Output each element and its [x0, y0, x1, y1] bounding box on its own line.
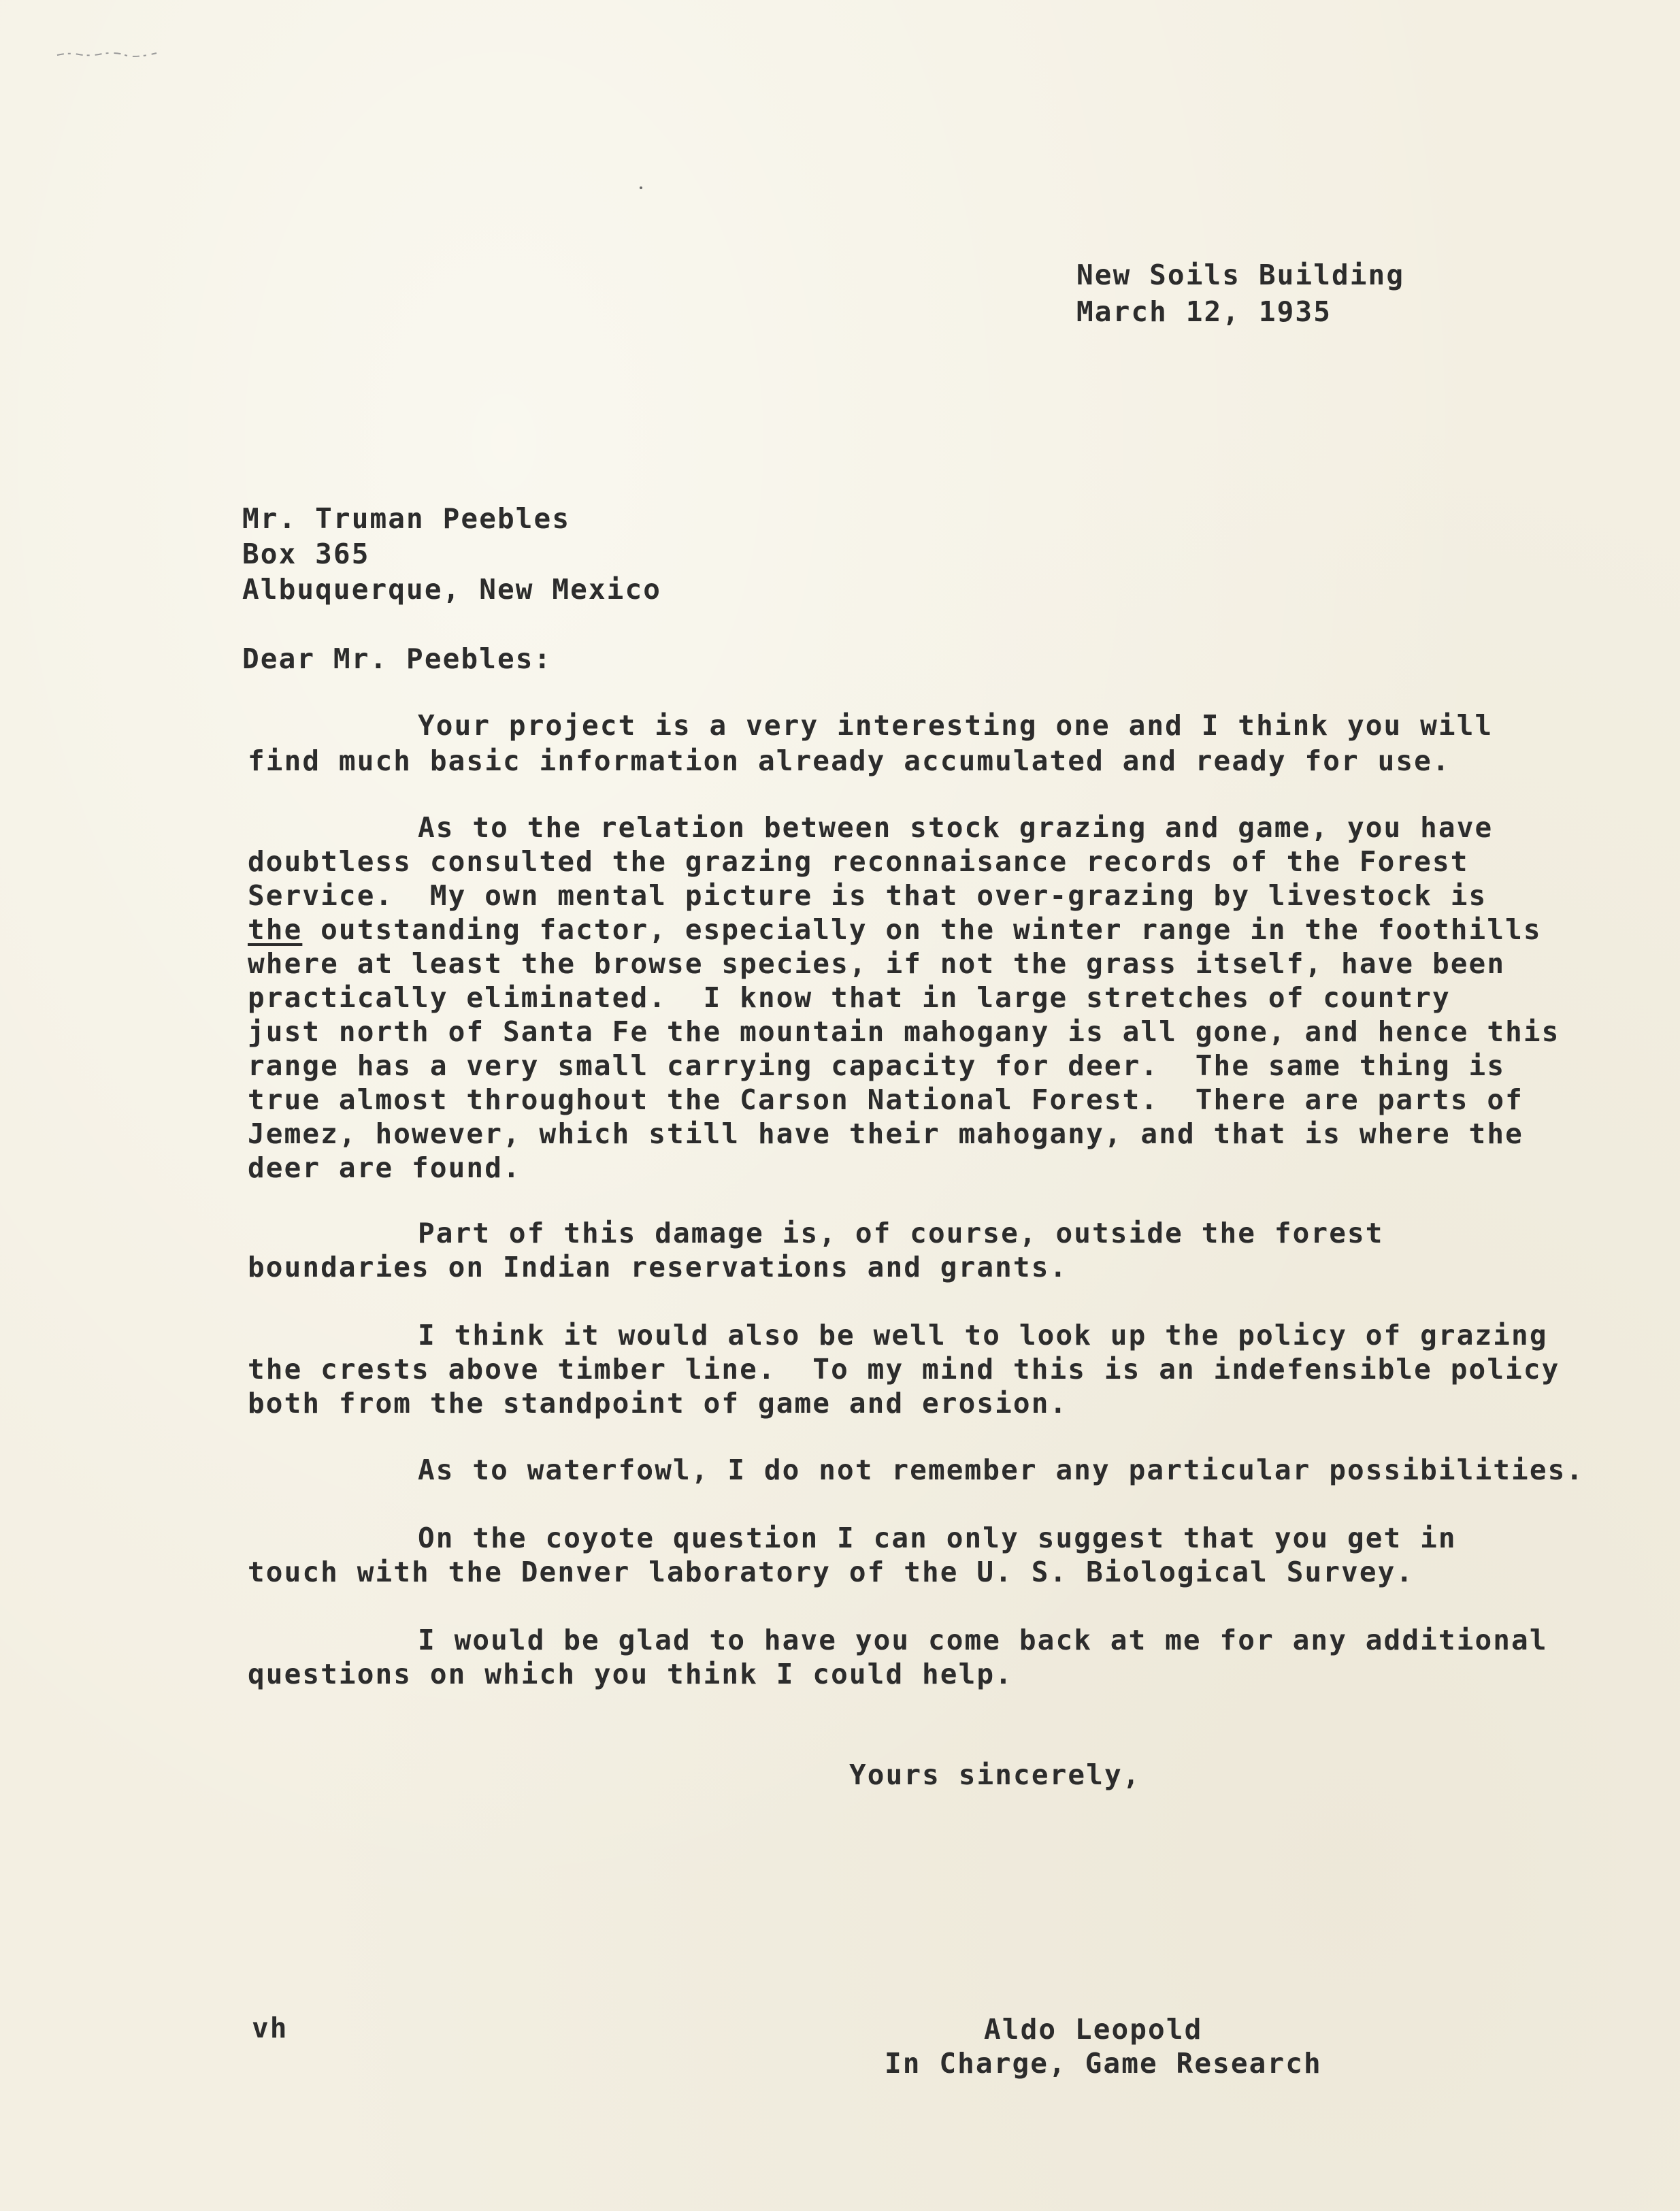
- pencil-mark: [54, 49, 163, 59]
- paragraph-line: As to waterfowl, I do not remember any particular possibilities.: [418, 1454, 1585, 1486]
- paragraph-line: I would be glad to have you come back at me for any additional: [418, 1624, 1548, 1656]
- salutation: Dear Mr. Peebles:: [242, 642, 553, 675]
- paper-speck: [640, 186, 642, 189]
- paragraph-line: the crests above timber line. To my mind this is an indefensible policy: [248, 1353, 1560, 1386]
- paragraph-line: Jemez, however, which still have their mahogany, and that is where the: [248, 1117, 1523, 1150]
- paragraph-line: Service. My own mental picture is that over-grazing by livestock is: [248, 879, 1487, 912]
- paragraph-line: doubtless consulted the grazing reconnaisance records of the Forest: [248, 845, 1469, 878]
- paragraph-line: I think it would also be well to look up the policy of grazing: [418, 1319, 1548, 1352]
- signature-name: Aldo Leopold: [984, 2013, 1203, 2046]
- paragraph-line: touch with the Denver laboratory of the U. S. Biological Survey.: [248, 1556, 1415, 1588]
- paragraph-line: On the coyote question I can only suggest that you get in: [418, 1522, 1457, 1554]
- emphasized-word: the: [248, 913, 303, 946]
- paragraph-line: range has a very small carrying capacity for deer. The same thing is: [248, 1049, 1506, 1082]
- recipient-box: Box 365: [242, 538, 370, 570]
- paragraph-line: Your project is a very interesting one and I think you will: [418, 709, 1494, 742]
- typist-initials: vh: [252, 2012, 289, 2044]
- heading-location: New Soils Building: [1076, 259, 1405, 291]
- closing: Yours sincerely,: [849, 1758, 1141, 1791]
- paragraph-line: find much basic information already accumulated and ready for use.: [248, 744, 1451, 777]
- paragraph-line: both from the standpoint of game and erosion.: [248, 1387, 1068, 1420]
- paragraph-line: true almost throughout the Carson National Forest. There are parts of: [248, 1083, 1523, 1116]
- paragraph-line-rest: outstanding factor, especially on the winter range in the foothills: [302, 913, 1542, 946]
- paragraph-line: practically eliminated. I know that in large stretches of country: [248, 981, 1451, 1014]
- signature-title: In Charge, Game Research: [885, 2047, 1322, 2080]
- paragraph-line-mixed: [248, 912, 1542, 947]
- recipient-city: Albuquerque, New Mexico: [242, 573, 662, 606]
- recipient-name: Mr. Truman Peebles: [242, 502, 571, 535]
- paragraph-line: As to the relation between stock grazing and game, you have: [418, 811, 1494, 844]
- paragraph-line: deer are found.: [248, 1151, 521, 1184]
- paragraph-line: questions on which you think I could help.: [248, 1658, 1013, 1690]
- paragraph-line: boundaries on Indian reservations and grants.: [248, 1251, 1068, 1283]
- paragraph-line: Part of this damage is, of course, outside the forest: [418, 1217, 1384, 1249]
- heading-date: March 12, 1935: [1076, 295, 1332, 328]
- paragraph-line: just north of Santa Fe the mountain mahogany is all gone, and hence this: [248, 1015, 1560, 1048]
- paragraph-line: where at least the browse species, if not the grass itself, have been: [248, 947, 1506, 980]
